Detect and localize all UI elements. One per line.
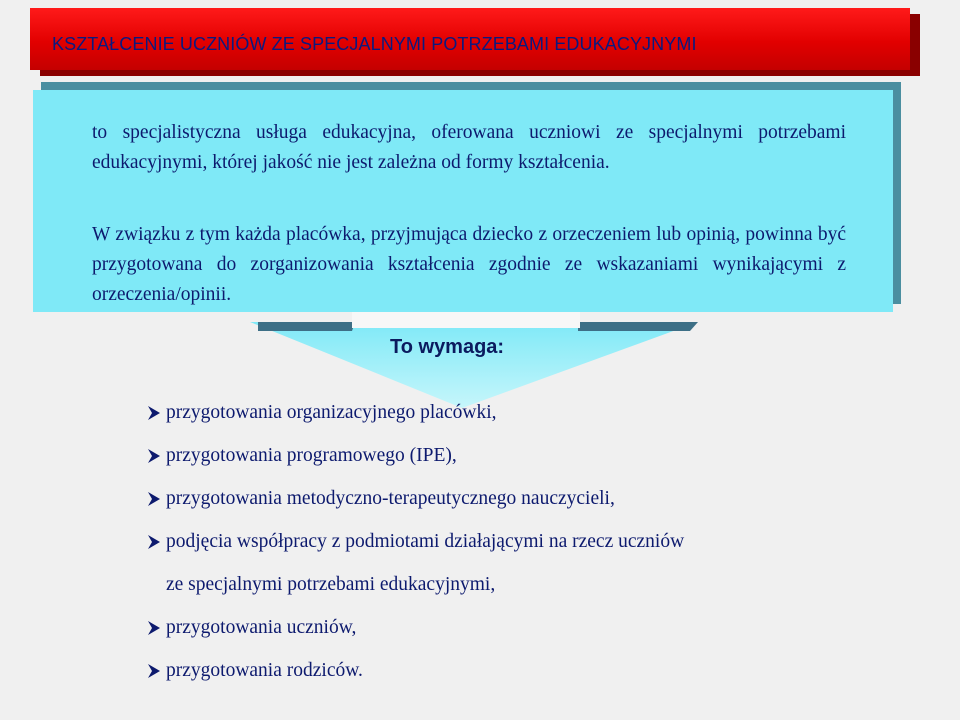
page-title: KSZTAŁCENIE UCZNIÓW ZE SPECJALNYMI POTRZEBAMI EDUKACYJNYMI [52,34,697,54]
list-item-text: ze specjalnymi potrzebami edukacyjnymi, [166,574,496,595]
funnel-right-edge [578,322,698,331]
list-item-text: przygotowania rodziców. [166,660,363,681]
consequence-paragraph: W związku z tym każda placówka, przyjmująca dziecko z orzeczeniem lub opinią, powinna być przygotowana do zorganizowania kształcenia zgodnie ze wskazaniami wynikającymi z orzeczenia/opinii. [92,224,846,305]
requires-label: To wymaga: [390,336,505,358]
arrow-bullet-icon [146,663,162,679]
list-item-text: przygotowania uczniów, [166,617,357,638]
arrow-bullet-icon [146,405,162,421]
funnel-left-edge [258,322,355,331]
arrow-bullet-icon [146,448,162,464]
arrow-bullet-icon [146,620,162,636]
list-item-text: podjęcia współpracy z podmiotami działającymi na rzecz uczniów [166,531,685,552]
funnel-label-backdrop [352,312,580,328]
definition-paragraph: to specjalistyczna usługa edukacyjna, oferowana uczniowi ze specjalnymi potrzebami edukacyjnymi, której jakość nie jest zależna od formy kształcenia. [92,122,846,173]
list-item-text: przygotowania metodyczno-terapeutycznego nauczycieli, [166,488,615,509]
list-item-text: przygotowania organizacyjnego placówki, [166,402,497,423]
arrow-bullet-icon [146,491,162,507]
list-item-text: przygotowania programowego (IPE), [166,445,457,466]
arrow-bullet-icon [146,534,162,550]
